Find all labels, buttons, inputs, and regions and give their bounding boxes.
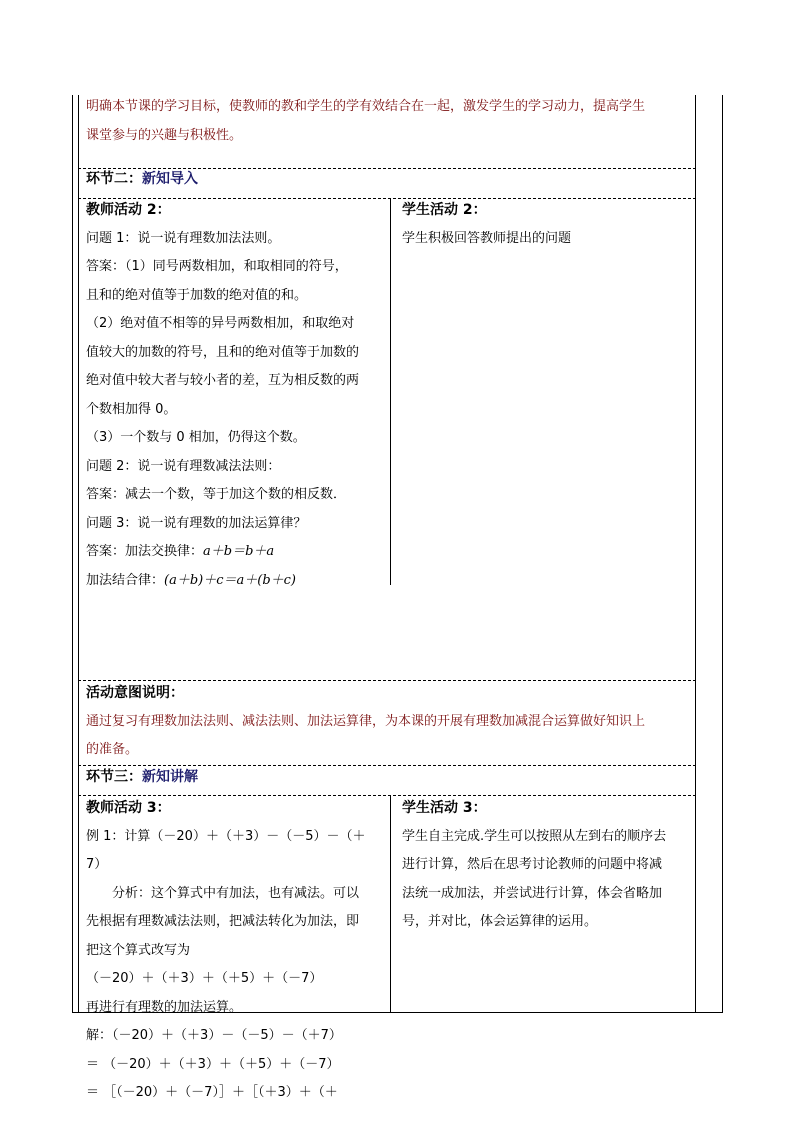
- table-right-border: [695, 95, 696, 1013]
- teacher-line: （－20）＋（＋3）＋（＋5）＋（－7）: [86, 971, 323, 986]
- teacher-line: 且和的绝对值等于加数的绝对值的和。: [86, 287, 308, 303]
- teacher-line: 答案：减去一个数，等于加这个数的相反数．: [86, 487, 347, 502]
- column-divider: [390, 796, 391, 1013]
- teacher-line: 问题 2：说一说有理数减法法则：: [86, 458, 281, 474]
- teacher-line: 7）: [86, 857, 108, 872]
- activity-intent-heading: 活动意图说明：: [86, 685, 184, 701]
- activity-intent: [86, 679, 645, 765]
- outer-border-left: [72, 95, 73, 1013]
- intent-line: 通过复习有理数加法法则、减法法则、加法运算律，为本课的开展有理数加减混合运算做好知识上: [86, 713, 646, 729]
- intro-line: 课堂参与的兴趣与积极性。: [86, 127, 243, 143]
- student-line: 进行计算，然后在思考讨论教师的问题中将减: [402, 857, 663, 872]
- teacher-activity-3-heading: 教师活动 3：: [86, 800, 171, 816]
- teacher-line: 个数相加得 0。: [86, 401, 177, 417]
- column-divider: [390, 199, 391, 585]
- teacher-line: （2）绝对值不相等的异号两数相加，和取绝对: [86, 316, 355, 331]
- teacher-line: 再进行有理数的加法运算。: [86, 999, 243, 1015]
- commutative-law-formula: a＋b＝b＋a: [203, 544, 275, 559]
- student-line: 学生自主完成.学生可以按照从左到右的顺序去: [402, 828, 667, 844]
- associative-law-label: 加法结合律：: [86, 572, 165, 588]
- commutative-law: [86, 538, 359, 567]
- section-3-title: 新知讲解: [142, 769, 198, 785]
- teacher-line: ＝ （－20）＋（＋3）＋（＋5）＋（－7）: [86, 1056, 340, 1072]
- lesson-table: [78, 95, 696, 1100]
- teacher-line: 问题 3：说一说有理数的加法运算律？: [86, 515, 307, 531]
- teacher-activity-3: [86, 794, 366, 1108]
- teacher-line: 先根据有理数减法法则，把减法转化为加法，即: [86, 914, 360, 929]
- teacher-line: 把这个算式改写为: [86, 942, 191, 958]
- teacher-line: 分析：这个算式中有加法，也有减法。可以: [86, 885, 360, 901]
- section-3-prefix: 环节三：: [86, 769, 142, 785]
- teacher-line: 答案：（1）同号两数相加，和取相同的符号，: [86, 259, 348, 274]
- intent-line: 的准备。: [86, 742, 139, 757]
- associative-law-formula: (a＋b)＋c＝a＋(b＋c): [164, 572, 297, 588]
- section-2-prefix: 环节二：: [86, 171, 142, 187]
- teacher-activity-2: [86, 196, 359, 595]
- teacher-line: 值较大的加数的符号，且和的绝对值等于加数的: [86, 344, 360, 360]
- student-activity-2-heading: 学生活动 2：: [402, 202, 487, 218]
- student-line: 法统一成加法，并尝试进行计算，体会省略加: [402, 885, 663, 901]
- teacher-line: 解：（－20）＋（＋3）－（－5）－（＋7）: [86, 1028, 342, 1043]
- student-activity-3: [402, 794, 666, 937]
- section-2-title: 新知导入: [142, 171, 198, 187]
- teacher-activity-2-heading: 教师活动 2：: [86, 202, 171, 218]
- student-line: 学生积极回答教师提出的问题: [402, 230, 572, 246]
- student-line: 号，并对比，体会运算律的运用。: [402, 914, 598, 929]
- section-3-header: [86, 763, 198, 792]
- associative-law: [86, 567, 359, 596]
- section-2-header: [86, 165, 198, 194]
- lesson-plan-page: [72, 95, 723, 1100]
- teacher-line: 绝对值中较大者与较小者的差，互为相反数的两: [86, 373, 360, 388]
- teacher-line: （3）一个数与 0 相加，仍得这个数。: [86, 430, 306, 445]
- teacher-line: ＝ ［（－20）＋（－7）］＋［（＋3）＋（＋: [86, 1085, 338, 1100]
- intro-paragraph: [86, 93, 645, 150]
- outer-border-right: [722, 95, 723, 1013]
- teacher-line: 例 1：计算（－20）＋（＋3）－（－5）－（＋: [86, 828, 366, 844]
- table-left-border: [78, 95, 79, 1013]
- commutative-law-label: 答案：加法交换律：: [86, 544, 204, 559]
- intro-line: 明确本节课的学习目标，使教师的教和学生的学有效结合在一起，激发学生的学习动力，提高学生: [86, 99, 646, 114]
- student-activity-3-heading: 学生活动 3：: [402, 800, 487, 816]
- teacher-line: 问题 1：说一说有理数加法法则。: [86, 230, 281, 246]
- student-activity-2: [402, 196, 571, 253]
